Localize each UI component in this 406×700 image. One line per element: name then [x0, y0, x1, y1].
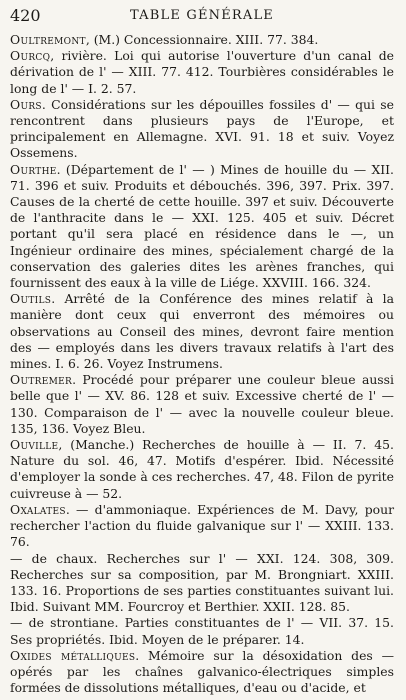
running-title: TABLE GÉNÉRALE [130, 8, 274, 23]
entry-headword: Ourthe [10, 161, 57, 177]
entry-headword: Oxides métalliques [10, 647, 136, 663]
entry-headword: Ouville [10, 437, 59, 453]
entry-headword: Oxalates [10, 501, 66, 517]
index-entry-oxides-metalliques [10, 648, 394, 697]
index-entry-ouville [10, 437, 394, 502]
entry-headword: Outremer [10, 372, 73, 388]
index-subentry-strontiane [10, 615, 394, 647]
entry-text: . Mémoire sur la désoxidation des — opérés par les chaînes galvanico-électriques simples formées de dissolutions métalliques, d'eau ou d'acide, et [10, 647, 394, 696]
index-entry-ours [10, 97, 394, 162]
entry-text: . Considérations sur les dépouilles fossiles d' — qui se rencontrent dans plusieurs pays de l'Europe, et principalement en Allemagne. XVI. 91. 18 et suiv. Voyez Ossemens. [10, 96, 394, 161]
entry-text: . Procédé pour préparer une couleur bleue aussi belle que l' — XV. 86. 128 et suiv. Excessive cherté de l' — 130. Comparaison de l' — avec la nouvelle couleur bleue. 135, 136. Voyez Bleu. [10, 372, 394, 436]
entry-text: — de strontiane. Parties constituantes de l' — VII. 37. 15. Ses propriétés. Ibid. Moyen de le préparer. 14. [10, 615, 394, 647]
entry-text: , (M.) Concessionnaire. XIII. 77. 384. [85, 32, 319, 47]
entry-headword: Ourcq [10, 48, 51, 64]
entry-text: , (Manche.) Recherches de houille à — II. 7. 45. Nature du sol. 46, 47. Motifs d'espérer. Ibid. Nécessité d'employer la sonde à ces recherches. 47, 48. Filon de pyrite cuivreuse à — 52. [10, 437, 394, 501]
index-entries [10, 32, 394, 696]
entry-text: — de chaux. Recherches sur l' — XXI. 124. 308, 309. Recherches sur sa composition, par M. Brongniart. XXIII. 133. 16. Proportions de ses parties constituantes suivant lui. Ibid. Suivant MM. Fourcroy et Berthier. XXII. 128. 85. [10, 550, 394, 615]
index-subentry-chaux [10, 551, 394, 616]
entry-text: . (Département de l' — ) Mines de houille du — XII. 71. 396 et suiv. Produits et débouchés. 396, 397. Prix. 397. Causes de la cherté de cette houille. 397 et suiv. Découverte de l'anthracite dans le — XXI. 125. 405 et suiv. Décret portant qu'il sera placé en résidence dans le —, un Ingénieur ordinaire des mines, spécialement chargé de la conservation des galeries dites les arènes franches, qui fournissent des eaux à la ville de Liége. XXVIII. 166. 324. [10, 161, 394, 291]
entry-headword: Oultremont [10, 32, 86, 47]
page-number: 420 [10, 6, 41, 25]
entry-headword: Outils [10, 291, 52, 307]
index-entry-ourcq [10, 48, 394, 97]
index-entry-outils [10, 291, 394, 372]
entry-headword: Ours [10, 96, 42, 112]
index-entry-oxalates [10, 502, 394, 551]
entry-text: . Arrêté de la Conférence des mines relatif à la manière dont ceux qui enverront des mémoires ou observations au Conseil des mines, devront faire mention des — employés dans les divers travaux relatifs à l'art des mines. I. 6. 26. Voyez Instrumens. [10, 291, 394, 372]
index-entry-outremer [10, 372, 394, 437]
running-header [10, 6, 394, 28]
entry-text: . — d'ammoniaque. Expériences de M. Davy, pour rechercher l'action du fluide galvanique sur l' — XXIII. 133. 76. [10, 501, 394, 550]
entry-text: , rivière. Loi qui autorise l'ouverture d'un canal de dérivation de l' — XIII. 77. 412. Tourbières considérables le long de l' — I. 2. 57. [10, 48, 394, 96]
index-entry-ourthe [10, 162, 394, 292]
index-entry-oultremont [10, 32, 394, 48]
